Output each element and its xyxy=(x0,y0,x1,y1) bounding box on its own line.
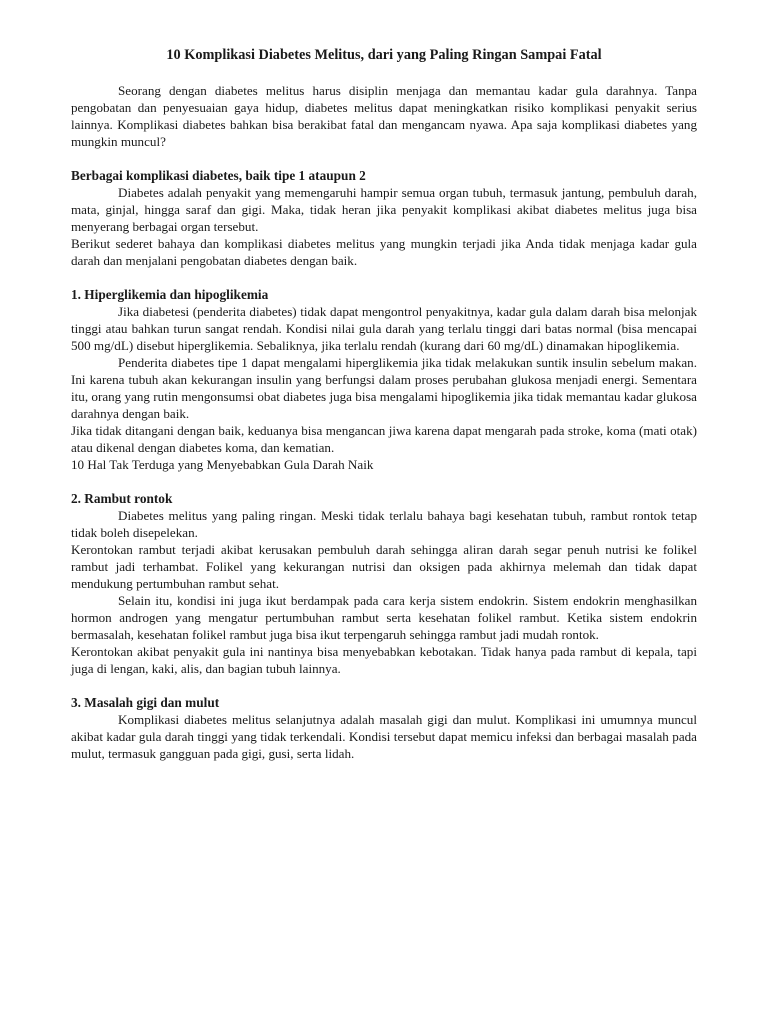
section-heading-teeth-mouth: 3. Masalah gigi dan mulut xyxy=(71,695,220,710)
paragraph: Kerontokan akibat penyakit gula ini nantinya bisa menyebabkan kebotakan. Tidak hanya pada rambut di kepala, tapi juga di lengan, kaki, alis, dan bagian tubuh lainnya. xyxy=(71,644,697,676)
paragraph: Jika diabetesi (penderita diabetes) tidak dapat mengontrol penyakitnya, kadar gula dalam darah bisa melonjak tinggi atau bahkan turun sangat rendah. Kondisi nilai gula darah yang terlalu tinggi dari batas normal (bisa mencapai 500 mg/dL) disebut hiperglikemia. Sebaliknya, jika terlalu rendah (kurang dari 60 mg/dL) dinamakan hipoglikemia. xyxy=(71,304,697,353)
spacer xyxy=(71,269,697,286)
paragraph: Penderita diabetes tipe 1 dapat mengalami hiperglikemia jika tidak melakukan suntik insulin sebelum makan. Ini karena tubuh akan kekurangan insulin yang berfungsi dalam proses perubahan glukosa menjadi energi. Sementara itu, orang yang rutin mengonsumsi obat diabetes juga bisa mengalami hipoglikemia jika tidak memantau kadar glukosa darahnya dengan baik. xyxy=(71,355,697,421)
related-article-line: 10 Hal Tak Terduga yang Menyebabkan Gula Darah Naik xyxy=(71,457,374,472)
intro-paragraph: Seorang dengan diabetes melitus harus disiplin menjaga dan memantau kadar gula darahnya. Tanpa pengobatan dan penyesuaian gaya hidup, diabetes melitus dapat meningkatkan risiko komplikasi penyakit serius lainnya. Komplikasi diabetes bahkan bisa berakibat fatal dan mengancam nyawa. Apa saja komplikasi diabetes yang mungkin muncul? xyxy=(71,83,697,149)
paragraph: Jika tidak ditangani dengan baik, keduanya bisa mengancan jiwa karena dapat mengarah pada stroke, koma (mati otak) atau dikenal dengan diabetes koma, dan kematian. xyxy=(71,423,697,455)
document-title: 10 Komplikasi Diabetes Melitus, dari yang Paling Ringan Sampai Fatal xyxy=(166,47,602,63)
spacer xyxy=(71,473,697,490)
section-heading-hyperglycemia: 1. Hiperglikemia dan hipoglikemia xyxy=(71,287,269,302)
paragraph: Diabetes adalah penyakit yang memengaruhi hampir semua organ tubuh, termasuk jantung, pembuluh darah, mata, ginjal, hingga saraf dan gigi. Maka, tidak heran jika penyakit komplikasi akibat diabetes melitus juga bisa menyerang berbagai organ tersebut. xyxy=(71,185,697,234)
paragraph: Berikut sederet bahaya dan komplikasi diabetes melitus yang mungkin terjadi jika Anda tidak menjaga kadar gula darah dan menjalani pengobatan diabetes dengan baik. xyxy=(71,236,697,268)
spacer xyxy=(71,150,697,167)
paragraph: Selain itu, kondisi ini juga ikut berdampak pada cara kerja sistem endokrin. Sistem endokrin menghasilkan hormon androgen yang mengatur pertumbuhan rambut serta kesehatan folikel rambut. Ketika sistem endokrin bermasalah, kesehatan folikel rambut juga bisa ikut terpengaruh sehingga rambut jadi mudah rontok. xyxy=(71,593,697,642)
section-heading-complications: Berbagai komplikasi diabetes, baik tipe 1 ataupun 2 xyxy=(71,168,366,183)
paragraph: Kerontokan rambut terjadi akibat kerusakan pembuluh darah sehingga aliran darah segar penuh nutrisi ke folikel rambut jadi terhambat. Folikel yang kekurangan nutrisi dan oksigen pada akhirnya melemah dan tidak dapat mendukung pertumbuhan rambut sehat. xyxy=(71,542,697,591)
section-heading-hair-loss: 2. Rambut rontok xyxy=(71,491,173,506)
paragraph: Diabetes melitus yang paling ringan. Meski tidak terlalu bahaya bagi kesehatan tubuh, rambut rontok tetap tidak boleh disepelekan. xyxy=(71,508,697,540)
paragraph: Komplikasi diabetes melitus selanjutnya adalah masalah gigi dan mulut. Komplikasi ini umumnya muncul akibat kadar gula darah tinggi yang tidak terkendali. Kondisi tersebut dapat memicu infeksi dan berbagai masalah pada mulut, termasuk gangguan pada gigi, gusi, serta lidah. xyxy=(71,712,697,761)
spacer xyxy=(71,677,697,694)
